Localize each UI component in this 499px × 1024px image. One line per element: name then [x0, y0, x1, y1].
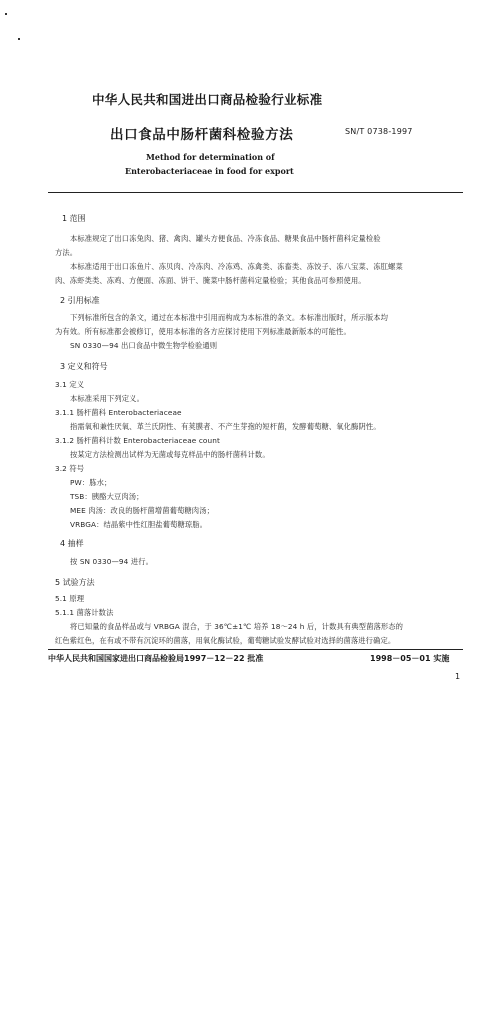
body-line: SN 0330—94 出口食品中微生物学检验通则: [70, 341, 218, 350]
subsection-heading: 3.1.1 肠杆菌科 Enterobacteriaceae: [55, 408, 182, 417]
subsection-heading: 3.1.2 肠杆菌科计数 Enterobacteriaceae count: [55, 436, 220, 445]
body-line: 按 SN 0330—94 进行。: [70, 557, 153, 566]
document-title-en-line2: Enterobacteriaceae in food for export: [125, 166, 294, 176]
body-line: 本标准适用于出口冻鱼片、冻贝肉、冷冻肉、冷冻鸡、冻禽类、冻畜类、冻饺子、冻八宝菜、冻肛螺菜: [70, 262, 403, 271]
section-heading: 5 试验方法: [55, 578, 95, 587]
section-heading: 3 定义和符号: [60, 362, 108, 371]
document-title-en-line1: Method for determination of: [146, 152, 275, 162]
subsection-heading: 3.1 定义: [55, 380, 85, 389]
symbol-item: VRBGA：结晶紫中性红胆盐葡萄糖琼脂。: [70, 520, 208, 529]
section-heading: 2 引用标准: [60, 296, 100, 305]
body-line: 为有效。所有标准都会被修订，使用本标准的各方应探讨使用下列标准最新版本的可能性。: [55, 327, 351, 336]
page-number: 1: [455, 672, 461, 681]
section-heading: 4 抽样: [60, 539, 84, 548]
body-line: 本标准采用下列定义。: [70, 394, 144, 403]
symbol-item: MEE 肉汤：改良的肠杆菌增菌葡萄糖肉汤；: [70, 506, 214, 515]
subsection-heading: 5.1 原理: [55, 594, 85, 603]
body-line: 红色紫红色，在有或不带有沉淀环的菌落，用氧化酶试验，葡萄糖试验发酵试验对选择的菌落进行确定。: [55, 636, 396, 645]
footer-divider: [48, 649, 463, 650]
standard-number: SN/T 0738-1997: [345, 127, 413, 136]
header-divider: [48, 192, 463, 193]
subsection-heading: 5.1.1 菌落计数法: [55, 608, 114, 617]
body-line: 指需氧和兼性厌氧、革兰氏阴性、有荚膜者、不产生芽孢的短杆菌，发酵葡萄糖、氧化酶阴性。: [70, 422, 381, 431]
body-line: 将已知量的食品样品或与 VRBGA 混合，于 36℃±1℃ 培养 18～24 h 后，计数具有典型菌落形态的: [70, 622, 404, 631]
body-line: 按某定方法检测出试样为无菌或每克样品中的肠杆菌科计数。: [70, 450, 270, 459]
approval-statement: 中华人民共和国国家进出口商品检验局1997－12－22 批准: [48, 654, 264, 663]
symbol-item: PW：胨水；: [70, 478, 112, 487]
body-line: 方法。: [55, 248, 78, 257]
body-line: 下列标准所包含的条文，通过在本标准中引用而构成为本标准的条文。本标准出版时，所示版本均: [70, 313, 389, 322]
subsection-heading: 3.2 符号: [55, 464, 85, 473]
symbol-item: TSB：胰酪大豆肉汤；: [70, 492, 144, 501]
body-line: 肉、冻虾类类、冻鸡、方便面、冻面、饼干、腌菜中肠杆菌科定量检验；其他食品可参照使用。: [55, 276, 366, 285]
document-title-cn: 出口食品中肠杆菌科检验方法: [110, 127, 294, 143]
body-line: 本标准规定了出口冻兔肉、猪、禽肉、罐头方便食品、冷冻食品、糖果食品中肠杆菌科定量检验: [70, 234, 381, 243]
scan-speck-mark: [5, 13, 7, 15]
issuing-organization: 中华人民共和国进出口商品检验行业标准: [92, 92, 323, 107]
section-heading: 1 范围: [62, 214, 86, 223]
effective-date: 1998－05－01 实施: [370, 654, 450, 663]
scan-speck-mark: [18, 38, 20, 40]
